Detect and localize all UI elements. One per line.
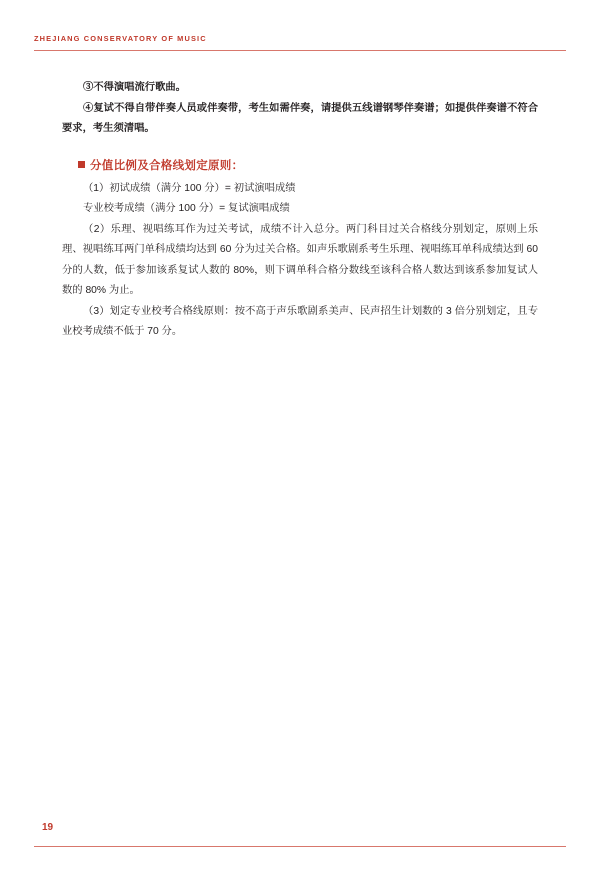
paragraph-item-4: ④复试不得自带伴奏人员或伴奏带，考生如需伴奏，请提供五线谱钢琴伴奏谱；如提供伴奏谱不符合要求，考生须清唱。 [62, 102, 538, 134]
header-title: ZHEJIANG CONSERVATORY OF MUSIC [34, 34, 207, 43]
section-heading [78, 157, 538, 173]
header-divider [34, 50, 566, 51]
paragraph-list-1b: 专业校考成绩（满分 100 分）= 复试演唱成绩 [83, 203, 290, 214]
paragraph-list-1: （1）初试成绩（满分 100 分）= 初试演唱成绩 [83, 182, 296, 194]
paragraph-list-2: （2）乐理、视唱练耳作为过关考试，成绩不计入总分。两门科目过关合格线分别划定，原则上乐理、视唱练耳两门单科成绩均达到 60 分为过关合格。如声乐歌剧系考生乐理、视唱练耳单科成绩达到 60 分的人数，低于参加该系复试人数的 80%，则下调单科合格分数线至该科合格人数达到该系参加复试人数的 80% 为止。 [62, 223, 538, 296]
paragraph-item-3: ③不得演唱流行歌曲。 [83, 82, 186, 93]
page-number: 19 [42, 822, 54, 833]
square-bullet-icon [78, 161, 85, 168]
page-content [62, 78, 538, 343]
paragraph-list-3: （3）划定专业校考合格线原则：按不高于声乐歌剧系美声、民声招生计划数的 3 倍分别划定，且专业校考成绩不低于 70 分。 [62, 305, 538, 337]
section-heading-label: 分值比例及合格线划定原则： [90, 159, 244, 172]
footer-divider [34, 846, 566, 847]
page-header [34, 34, 566, 43]
